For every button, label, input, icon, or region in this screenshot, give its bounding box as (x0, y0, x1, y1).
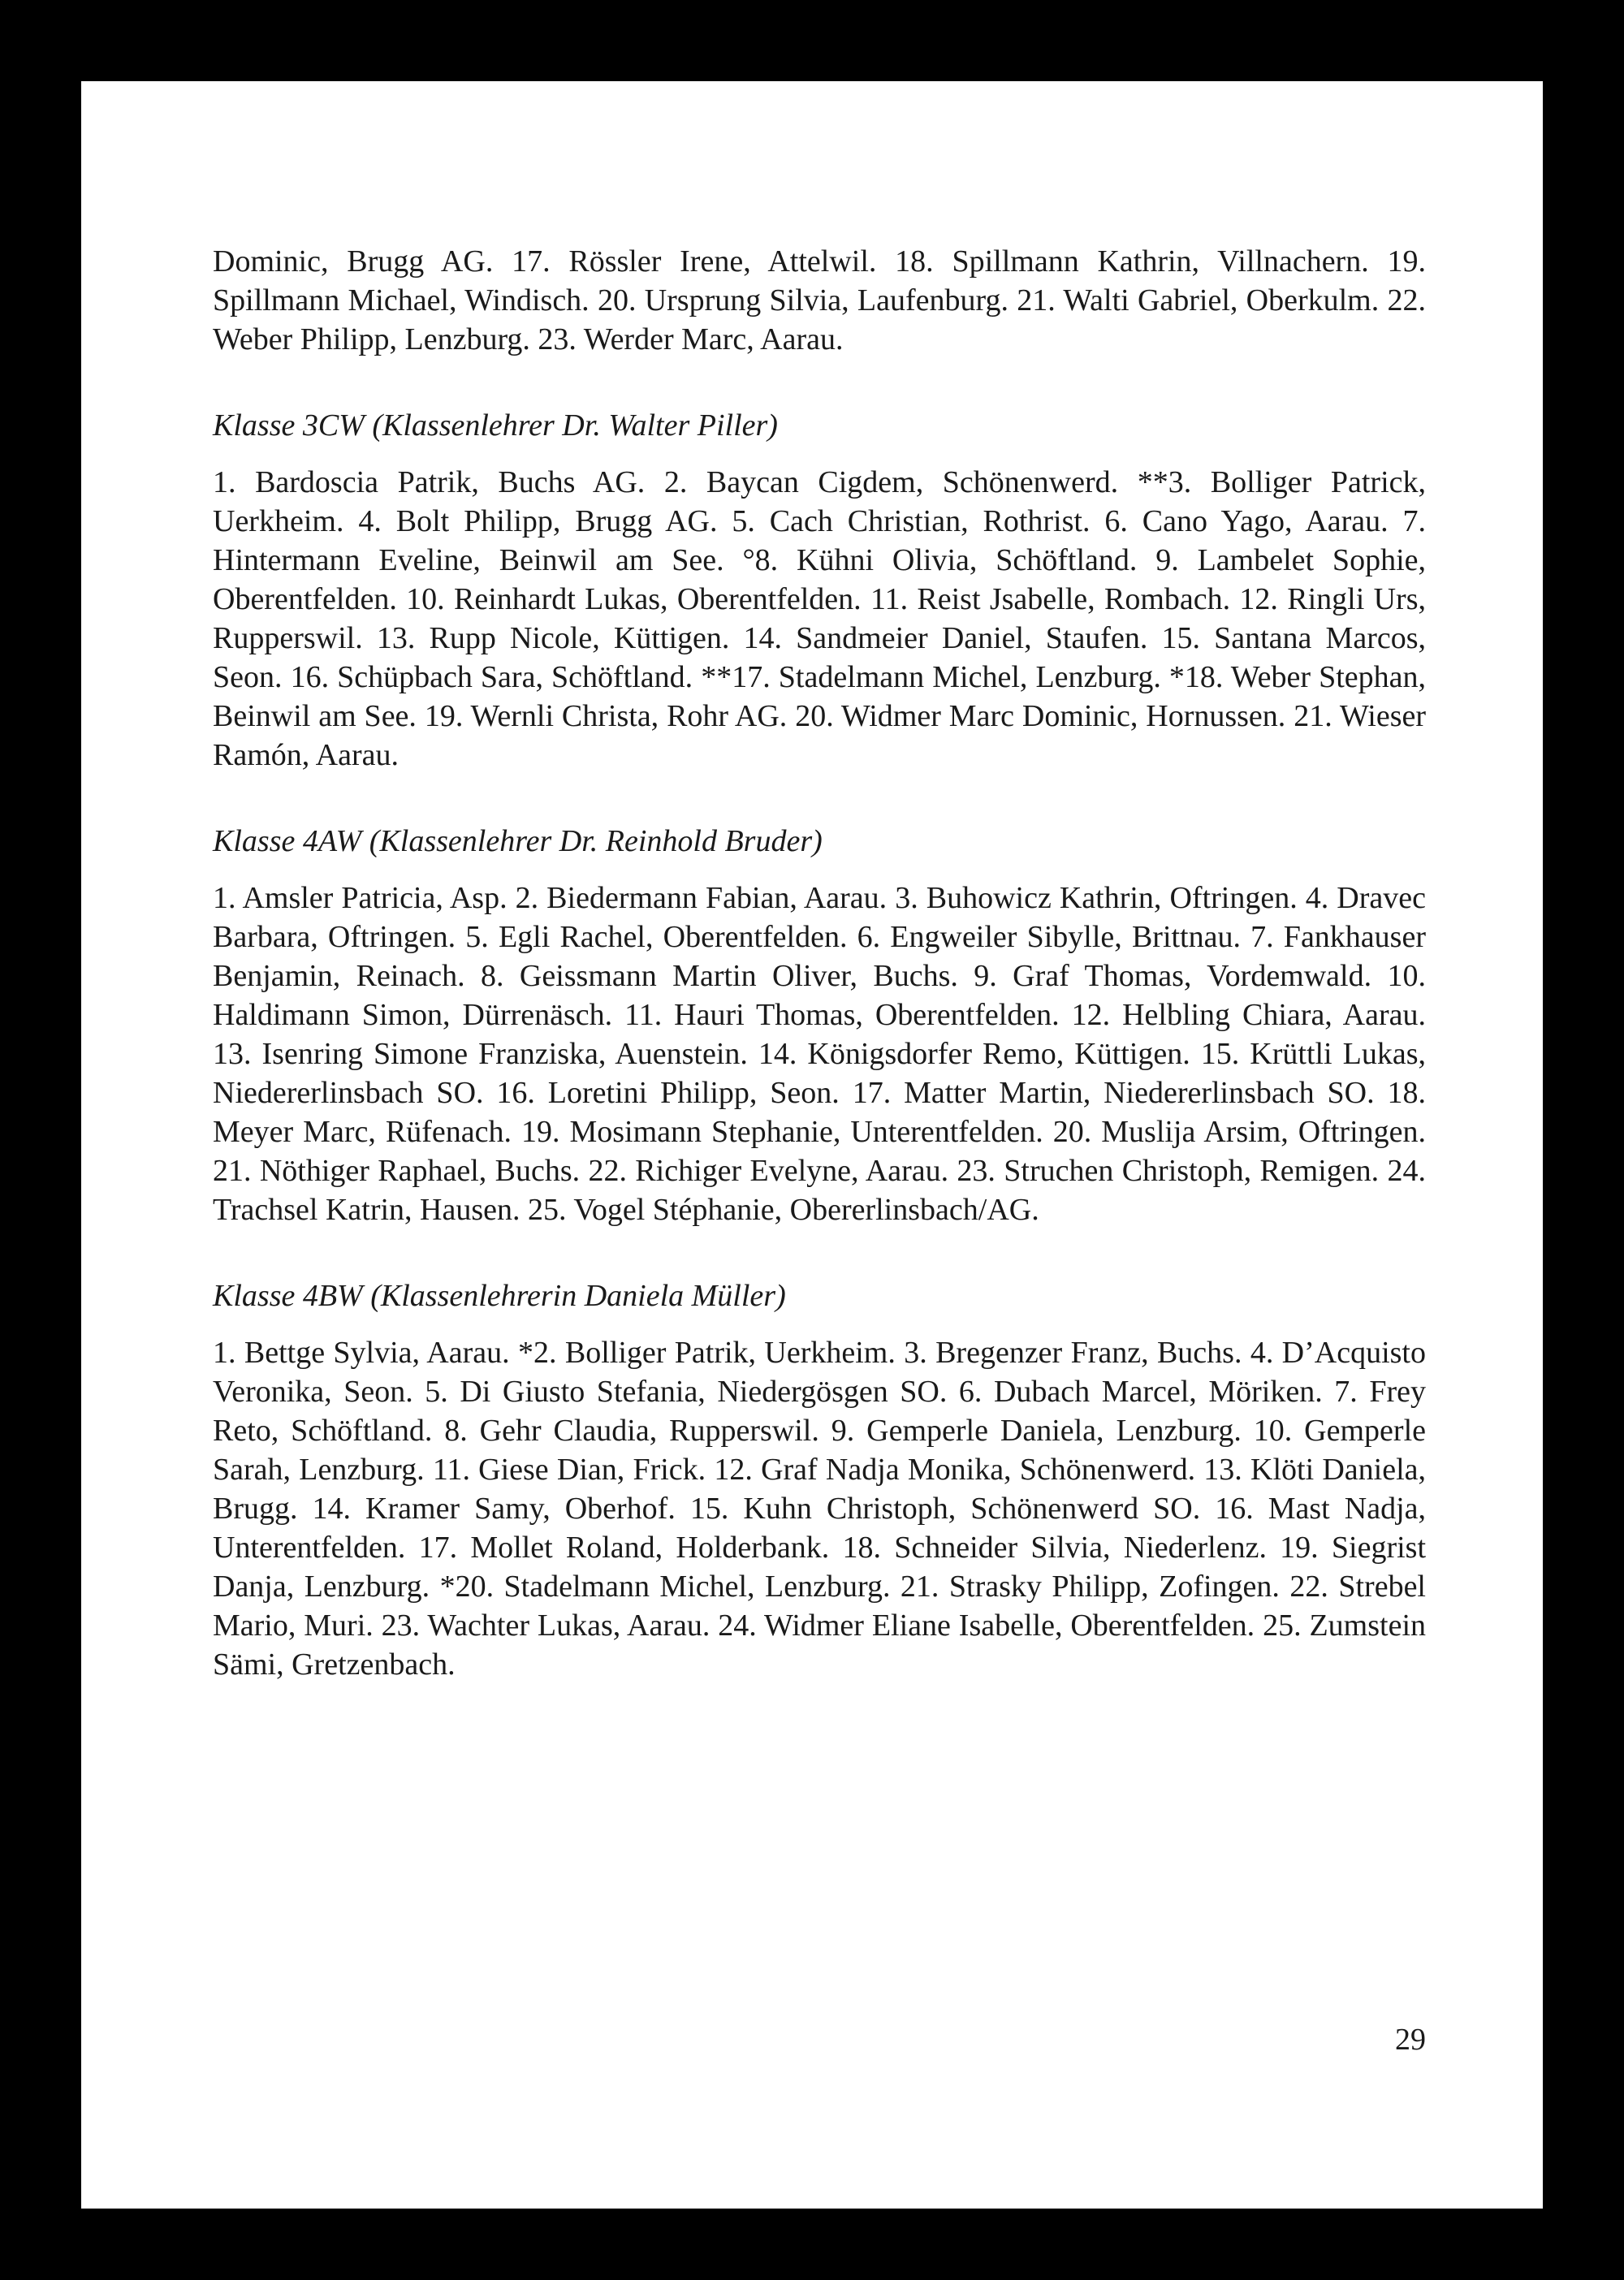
section-4aw (213, 822, 1426, 1229)
section-heading: Klasse 4BW (Klassenlehrerin Daniela Müller) (213, 1279, 786, 1313)
section-paragraph: 1. Bardoscia Patrik, Buchs AG. 2. Baycan Cigdem, Schönenwerd. **3. Bolliger Patrick, Uerkheim. 4. Bolt Philipp, Brugg AG. 5. Cach Christian, Rothrist. 6. Cano Yago, Aarau. 7. Hintermann Eveline, Beinwil am See. °8. Kühni Olivia, Schöftland. 9. Lambelet Sophie, Oberentfelden. 10. Reinhardt Lukas, Oberentfelden. 11. Reist Jsabelle, Rombach. 12. Ringli Urs, Rupperswil. 13. Rupp Nicole, Küttigen. 14. Sandmeier Daniel, Staufen. 15. Santana Marcos, Seon. 16. Schüpbach Sara, Schöftland. **17. Stadelmann Michel, Lenzburg. *18. Weber Stephan, Beinwil am See. 19. Wernli Christa, Rohr AG. 20. Widmer Marc Dominic, Hornussen. 21. Wieser Ramón, Aarau. (213, 465, 1426, 772)
document-page (81, 81, 1543, 2209)
section-paragraph: 1. Amsler Patricia, Asp. 2. Biedermann Fabian, Aarau. 3. Buhowicz Kathrin, Oftringen. 4. Dravec Barbara, Oftringen. 5. Egli Rachel, Oberentfelden. 6. Engweiler Sibylle, Brittnau. 7. Fankhauser Benjamin, Reinach. 8. Geissmann Martin Oliver, Buchs. 9. Graf Thomas, Vordemwald. 10. Haldimann Simon, Dürrenäsch. 11. Hauri Thomas, Oberentfelden. 12. Helbling Chiara, Aarau. 13. Isenring Simone Franziska, Auenstein. 14. Königsdorfer Remo, Küttigen. 15. Krüttli Lukas, Niedererlinsbach SO. 16. Loretini Philipp, Seon. 17. Matter Martin, Niedererlinsbach SO. 18. Meyer Marc, Rüfenach. 19. Mosimann Stephanie, Unterentfelden. 20. Muslija Arsim, Oftringen. 21. Nöthiger Raphael, Buchs. 22. Richiger Evelyne, Aarau. 23. Struchen Christoph, Remigen. 24. Trachsel Katrin, Hausen. 25. Vogel Stéphanie, Obererlinsbach/AG. (213, 881, 1426, 1227)
intro-paragraph: Dominic, Brugg AG. 17. Rössler Irene, Attelwil. 18. Spillmann Kathrin, Villnachern. 19. Spillmann Michael, Windisch. 20. Ursprung Silvia, Laufenburg. 21. Walti Gabriel, Oberkulm. 22. Weber Philipp, Lenzburg. 23. Werder Marc, Aarau. (213, 244, 1426, 356)
section-3cw (213, 406, 1426, 775)
page-number: 29 (1395, 2023, 1426, 2057)
section-heading: Klasse 3CW (Klassenlehrer Dr. Walter Piller) (213, 408, 778, 443)
section-4bw (213, 1276, 1426, 1684)
page-content (213, 242, 1426, 1684)
section-paragraph: 1. Bettge Sylvia, Aarau. *2. Bolliger Patrik, Uerkheim. 3. Bregenzer Franz, Buchs. 4. D’Acquisto Veronika, Seon. 5. Di Giusto Stefania, Niedergösgen SO. 6. Dubach Marcel, Möriken. 7. Frey Reto, Schöftland. 8. Gehr Claudia, Rupperswil. 9. Gemperle Daniela, Lenzburg. 10. Gemperle Sarah, Lenzburg. 11. Giese Dian, Frick. 12. Graf Nadja Monika, Schönenwerd. 13. Klöti Daniela, Brugg. 14. Kramer Samy, Oberhof. 15. Kuhn Christoph, Schönenwerd SO. 16. Mast Nadja, Unterentfelden. 17. Mollet Roland, Holderbank. 18. Schneider Silvia, Niederlenz. 19. Siegrist Danja, Lenzburg. *20. Stadelmann Michel, Lenzburg. 21. Strasky Philipp, Zofingen. 22. Strebel Mario, Muri. 23. Wachter Lukas, Aarau. 24. Widmer Eliane Isabelle, Oberentfelden. 25. Zumstein Sämi, Gretzenbach. (213, 1336, 1426, 1682)
section-heading: Klasse 4AW (Klassenlehrer Dr. Reinhold Bruder) (213, 824, 823, 858)
